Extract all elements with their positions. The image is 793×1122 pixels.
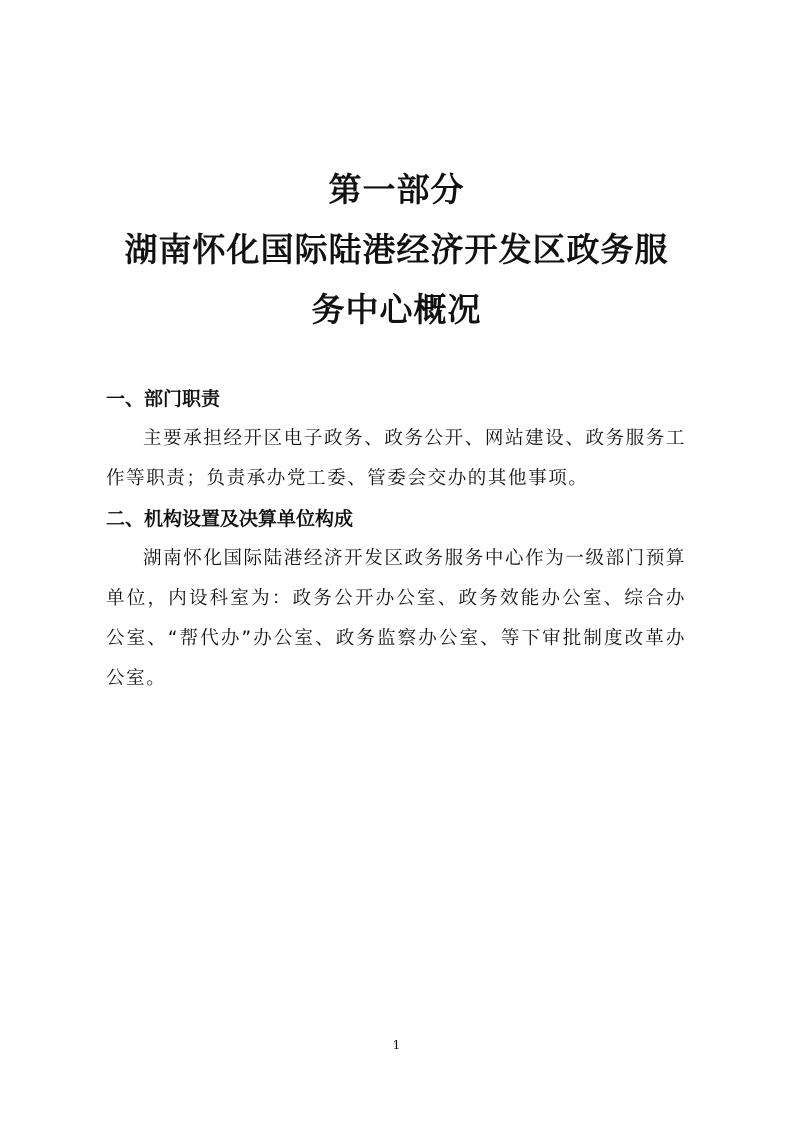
title-line-2: 湖南怀化国际陆港经济开发区政务服 [124, 230, 669, 269]
section-heading: 一、部门职责 [106, 388, 221, 410]
section-responsibilities [106, 379, 686, 499]
title-line-1: 第一部分 [328, 170, 465, 209]
section-organization [106, 499, 686, 699]
page-title [0, 160, 793, 340]
document-body [106, 379, 686, 699]
section-heading: 二、机构设置及决算单位构成 [106, 508, 354, 530]
section-paragraph: 湖南怀化国际陆港经济开发区政务服务中心作为一级部门预算单位，内设科室为：政务公开办公室、政务效能办公室、综合办公室、“帮代办”办公室、政务监察办公室、等下审批制度改革办公室。 [106, 548, 686, 689]
page-number: 1 [392, 1038, 401, 1052]
section-paragraph: 主要承担经开区电子政务、政务公开、网站建设、政务服务工作等职责；负责承办党工委、管委会交办的其他事项。 [106, 428, 686, 489]
title-line-3: 务中心概况 [311, 290, 482, 329]
